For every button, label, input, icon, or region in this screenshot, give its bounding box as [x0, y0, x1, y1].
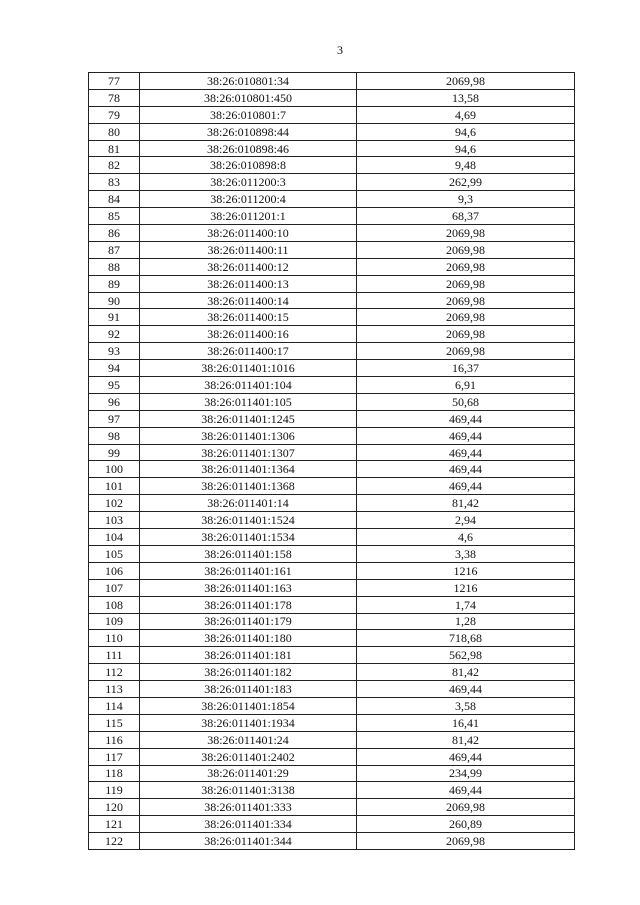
table-row: [89, 208, 575, 225]
cadastral-number-cell: 38:26:011401:1854: [140, 697, 357, 714]
cadastral-number-cell: 38:26:011401:24: [140, 731, 357, 748]
cadastral-number-cell: 38:26:011401:104: [140, 377, 357, 394]
table-row: [89, 681, 575, 698]
table-row: [89, 377, 575, 394]
row-number-cell: 83: [89, 174, 140, 191]
area-value-cell: 4,6: [357, 529, 575, 546]
cadastral-number-cell: 38:26:011401:161: [140, 562, 357, 579]
table-row: [89, 579, 575, 596]
row-number-cell: 111: [89, 647, 140, 664]
cadastral-number-cell: 38:26:011401:1368: [140, 478, 357, 495]
table-row: [89, 664, 575, 681]
area-value-cell: 469,44: [357, 410, 575, 427]
table-row: [89, 157, 575, 174]
cadastral-number-cell: 38:26:011400:14: [140, 292, 357, 309]
table-row: [89, 89, 575, 106]
table-row: [89, 512, 575, 529]
area-value-cell: 9,48: [357, 157, 575, 174]
area-value-cell: 1,28: [357, 613, 575, 630]
cadastral-number-cell: 38:26:011401:163: [140, 579, 357, 596]
row-number-cell: 117: [89, 748, 140, 765]
row-number-cell: 103: [89, 512, 140, 529]
row-number-cell: 96: [89, 393, 140, 410]
cadastral-number-cell: 38:26:011401:14: [140, 495, 357, 512]
table-row: [89, 360, 575, 377]
row-number-cell: 94: [89, 360, 140, 377]
table-row: [89, 258, 575, 275]
row-number-cell: 97: [89, 410, 140, 427]
table-row: [89, 596, 575, 613]
row-number-cell: 120: [89, 799, 140, 816]
area-value-cell: 469,44: [357, 748, 575, 765]
area-value-cell: 81,42: [357, 664, 575, 681]
page-number: 3: [337, 43, 343, 57]
row-number-cell: 114: [89, 697, 140, 714]
cadastral-number-cell: 38:26:010898:46: [140, 140, 357, 157]
cadastral-number-cell: 38:26:011400:10: [140, 225, 357, 242]
area-value-cell: 234,99: [357, 765, 575, 782]
area-value-cell: 469,44: [357, 478, 575, 495]
row-number-cell: 80: [89, 123, 140, 140]
area-value-cell: 68,37: [357, 208, 575, 225]
table-row: [89, 140, 575, 157]
table-row: [89, 461, 575, 478]
row-number-cell: 98: [89, 427, 140, 444]
cadastral-number-cell: 38:26:011400:17: [140, 343, 357, 360]
row-number-cell: 100: [89, 461, 140, 478]
area-value-cell: 2069,98: [357, 309, 575, 326]
table-row: [89, 833, 575, 850]
table-body: [89, 73, 575, 850]
area-value-cell: 4,69: [357, 106, 575, 123]
table-row: [89, 73, 575, 90]
area-value-cell: 1,74: [357, 596, 575, 613]
cadastral-number-cell: 38:26:011401:179: [140, 613, 357, 630]
area-value-cell: 3,58: [357, 697, 575, 714]
row-number-cell: 105: [89, 545, 140, 562]
row-number-cell: 113: [89, 681, 140, 698]
area-value-cell: 1216: [357, 562, 575, 579]
table-row: [89, 410, 575, 427]
area-value-cell: 2069,98: [357, 73, 575, 90]
row-number-cell: 122: [89, 833, 140, 850]
row-number-cell: 112: [89, 664, 140, 681]
table-row: [89, 562, 575, 579]
table-row: [89, 174, 575, 191]
table-row: [89, 191, 575, 208]
table-row: [89, 545, 575, 562]
area-value-cell: 50,68: [357, 393, 575, 410]
row-number-cell: 106: [89, 562, 140, 579]
table-row: [89, 630, 575, 647]
cadastral-number-cell: 38:26:011200:3: [140, 174, 357, 191]
row-number-cell: 101: [89, 478, 140, 495]
row-number-cell: 85: [89, 208, 140, 225]
cadastral-number-cell: 38:26:011401:182: [140, 664, 357, 681]
table-row: [89, 326, 575, 343]
table-row: [89, 748, 575, 765]
table-row: [89, 816, 575, 833]
area-value-cell: 469,44: [357, 681, 575, 698]
row-number-cell: 109: [89, 613, 140, 630]
cadastral-number-cell: 38:26:010801:7: [140, 106, 357, 123]
area-value-cell: 718,68: [357, 630, 575, 647]
area-value-cell: 2069,98: [357, 241, 575, 258]
area-value-cell: 94,6: [357, 140, 575, 157]
table-row: [89, 309, 575, 326]
area-value-cell: 9,3: [357, 191, 575, 208]
cadastral-number-cell: 38:26:011401:158: [140, 545, 357, 562]
cadastral-number-cell: 38:26:011401:1306: [140, 427, 357, 444]
cadastral-number-cell: 38:26:011401:180: [140, 630, 357, 647]
area-value-cell: 2069,98: [357, 799, 575, 816]
cadastral-number-cell: 38:26:010898:8: [140, 157, 357, 174]
row-number-cell: 115: [89, 714, 140, 731]
cadastral-number-cell: 38:26:011401:1016: [140, 360, 357, 377]
row-number-cell: 86: [89, 225, 140, 242]
area-value-cell: 260,89: [357, 816, 575, 833]
cadastral-number-cell: 38:26:011200:4: [140, 191, 357, 208]
area-value-cell: 469,44: [357, 782, 575, 799]
area-value-cell: 562,98: [357, 647, 575, 664]
cadastral-number-cell: 38:26:011401:29: [140, 765, 357, 782]
area-value-cell: 81,42: [357, 495, 575, 512]
table-row: [89, 393, 575, 410]
table-row: [89, 731, 575, 748]
row-number-cell: 116: [89, 731, 140, 748]
area-value-cell: 16,37: [357, 360, 575, 377]
area-value-cell: 262,99: [357, 174, 575, 191]
row-number-cell: 104: [89, 529, 140, 546]
area-value-cell: 1216: [357, 579, 575, 596]
table-row: [89, 478, 575, 495]
table-row: [89, 714, 575, 731]
area-value-cell: 16,41: [357, 714, 575, 731]
row-number-cell: 119: [89, 782, 140, 799]
area-value-cell: 469,44: [357, 461, 575, 478]
row-number-cell: 89: [89, 275, 140, 292]
table-row: [89, 613, 575, 630]
cadastral-number-cell: 38:26:011400:15: [140, 309, 357, 326]
cadastral-number-cell: 38:26:011401:333: [140, 799, 357, 816]
area-value-cell: 2069,98: [357, 258, 575, 275]
row-number-cell: 110: [89, 630, 140, 647]
area-value-cell: 469,44: [357, 427, 575, 444]
table-row: [89, 444, 575, 461]
row-number-cell: 78: [89, 89, 140, 106]
row-number-cell: 92: [89, 326, 140, 343]
table-row: [89, 106, 575, 123]
cadastral-number-cell: 38:26:011201:1: [140, 208, 357, 225]
table-row: [89, 292, 575, 309]
cadastral-number-cell: 38:26:011401:1534: [140, 529, 357, 546]
cadastral-table: [88, 72, 575, 850]
table-row: [89, 765, 575, 782]
area-value-cell: 6,91: [357, 377, 575, 394]
area-value-cell: 13,58: [357, 89, 575, 106]
cadastral-number-cell: 38:26:010801:450: [140, 89, 357, 106]
area-value-cell: 94,6: [357, 123, 575, 140]
cadastral-number-cell: 38:26:011401:178: [140, 596, 357, 613]
cadastral-number-cell: 38:26:010898:44: [140, 123, 357, 140]
cadastral-number-cell: 38:26:011401:1245: [140, 410, 357, 427]
cadastral-number-cell: 38:26:011401:1307: [140, 444, 357, 461]
cadastral-number-cell: 38:26:010801:34: [140, 73, 357, 90]
cadastral-number-cell: 38:26:011401:1934: [140, 714, 357, 731]
table-row: [89, 799, 575, 816]
area-value-cell: 2069,98: [357, 343, 575, 360]
table-row: [89, 495, 575, 512]
area-value-cell: 2069,98: [357, 833, 575, 850]
cadastral-number-cell: 38:26:011400:16: [140, 326, 357, 343]
table-row: [89, 529, 575, 546]
table-row: [89, 697, 575, 714]
cadastral-number-cell: 38:26:011401:334: [140, 816, 357, 833]
row-number-cell: 107: [89, 579, 140, 596]
table-row: [89, 225, 575, 242]
cadastral-number-cell: 38:26:011400:13: [140, 275, 357, 292]
cadastral-number-cell: 38:26:011401:181: [140, 647, 357, 664]
area-value-cell: 2069,98: [357, 292, 575, 309]
row-number-cell: 118: [89, 765, 140, 782]
cadastral-number-cell: 38:26:011401:344: [140, 833, 357, 850]
row-number-cell: 121: [89, 816, 140, 833]
cadastral-number-cell: 38:26:011400:12: [140, 258, 357, 275]
table-row: [89, 343, 575, 360]
row-number-cell: 91: [89, 309, 140, 326]
row-number-cell: 87: [89, 241, 140, 258]
row-number-cell: 90: [89, 292, 140, 309]
cadastral-number-cell: 38:26:011401:105: [140, 393, 357, 410]
cadastral-number-cell: 38:26:011401:3138: [140, 782, 357, 799]
row-number-cell: 77: [89, 73, 140, 90]
cadastral-number-cell: 38:26:011401:2402: [140, 748, 357, 765]
area-value-cell: 2069,98: [357, 225, 575, 242]
table-row: [89, 123, 575, 140]
table-row: [89, 275, 575, 292]
row-number-cell: 102: [89, 495, 140, 512]
area-value-cell: 3,38: [357, 545, 575, 562]
row-number-cell: 88: [89, 258, 140, 275]
row-number-cell: 95: [89, 377, 140, 394]
table-row: [89, 782, 575, 799]
table-row: [89, 241, 575, 258]
row-number-cell: 81: [89, 140, 140, 157]
row-number-cell: 82: [89, 157, 140, 174]
data-table-container: [88, 72, 575, 850]
area-value-cell: 2069,98: [357, 275, 575, 292]
cadastral-number-cell: 38:26:011401:1524: [140, 512, 357, 529]
table-row: [89, 427, 575, 444]
area-value-cell: 81,42: [357, 731, 575, 748]
area-value-cell: 2069,98: [357, 326, 575, 343]
area-value-cell: 2,94: [357, 512, 575, 529]
cadastral-number-cell: 38:26:011401:183: [140, 681, 357, 698]
cadastral-number-cell: 38:26:011401:1364: [140, 461, 357, 478]
row-number-cell: 79: [89, 106, 140, 123]
cadastral-number-cell: 38:26:011400:11: [140, 241, 357, 258]
row-number-cell: 93: [89, 343, 140, 360]
row-number-cell: 108: [89, 596, 140, 613]
row-number-cell: 99: [89, 444, 140, 461]
area-value-cell: 469,44: [357, 444, 575, 461]
table-row: [89, 647, 575, 664]
row-number-cell: 84: [89, 191, 140, 208]
